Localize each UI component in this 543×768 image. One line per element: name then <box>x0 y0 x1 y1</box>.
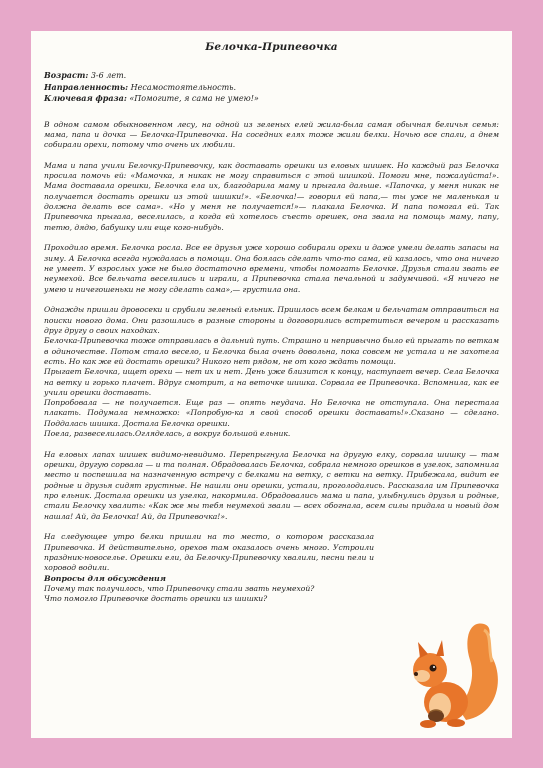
story-paragraph-1: В одном самом обыкновенном лесу, на одной из зеленых елей жила-была самая обычная беличья семья: мама, папа и дочка — Белочка-Припевочка. На соседних елях тоже жили белки. Ночью все спали, а днем собирали орехи, потому что очень их любили. <box>44 119 499 150</box>
meta-age-value: 3-6 лет. <box>88 71 127 80</box>
meta-age-label: Возраст: <box>44 70 89 80</box>
meta-direction-value: Несамостоятельность. <box>128 82 237 92</box>
story-paragraph-5: На еловых лапах шишек видимо-невидимо. Перепрыгнула Белочка на другую елку, сорвала шишку — там орешки, другую сорвала — и та полная. Обрадовалась Белочка, собрала немного орешков в узелок, запомнила место и поспешила на назначенную встречу с белками на ветку, с ветки на ветку. Прибежала, видит ее родные и друзья сидят грустные. Не нашли они орешки, устали, проголодались. Рассказала им Припевочка про ельник. Достала орешки из узелка, накормила. Обрадовались мама и папа, улыбнулись друзья и родные, стали Белочку хвалить: «Как же мы тебя неумехой звали — всех обогнала, всем силы придала и новый дом нашла! Ай, да Белочка! Ай, да Припевочка!». <box>44 449 499 521</box>
question-item-1: Почему так получилось, что Припевочку стали звать неумехой? <box>44 583 315 593</box>
questions-title: Вопросы для обсуждения <box>44 573 166 583</box>
meta-phrase-value: «Помогите, я сама не умею!» <box>126 94 259 103</box>
meta-phrase-label: Ключевая фраза: <box>44 93 127 103</box>
story-paragraph-final: На следующее утро белки пришли на то место, о котором рассказала Припевочка. И действительно, орехов там оказалось очень много. Устроили праздник-новоселье. Орешки ели, да Белочку-Припевочку хвалили, песни пели и хоровод водили. <box>44 532 374 573</box>
question-item-2: Что помогло Припевочке достать орешки из шишки? <box>44 594 268 604</box>
meta-direction-label: Направленность: <box>44 81 129 92</box>
meta-block <box>44 70 499 105</box>
meta-phrase <box>44 93 499 105</box>
story-paragraph-4: Однажды пришли дровосеки и срубили зеленый ельник. Пришлось всем белкам и бельчатам отправиться на поиски нового дома. Они разошлись в разные стороны и договорились встретиться вечером и рассказать друг другу о своих находках. Белочка-Припевочка тоже отправилась в дальний путь. Страшно и непривычно было ей прыгать по веткам в одиночестве. Потом стало весело, и Белочка была очень довольна, пока совсем не устала и не захотела есть. Но как же ей достать орешки? Никого нет рядом, не от кого ждать помощи. Прыгает Белочка, ищет орехи — нет их и нет. День уже близится к концу, наступает вечер. Села Белочка на ветку и горько плачет. Вдруг смотрит, а на веточке шишка. Сорвала ее Припевочка. Вспомнила, как ее учили орешки доставать. Попробовала — не получается. Еще раз — опять неудача. Но Белочка не отступала. Она перестала плакать. Подумала немножко: «Попробую-ка я свой способ орешки доставать!».Сказано — сделано. Поддалась шишка. Достала Белочка орешки. Поела, развеселилась.Огляделась, а вокруг большой ельник. <box>44 305 499 439</box>
final-block <box>44 532 374 604</box>
meta-direction <box>44 82 499 94</box>
story-paragraph-3: Проходило время. Белочка росла. Все ее друзья уже хорошо собирали орехи и даже умели делать запасы на зиму. А Белочка всегда нуждалась в помощи. Она боялась сделать что-то сама, ей казалось, что она ничего не умеет. У взрослых уже не было достаточно времени, чтобы помогать Белочке. Друзья стали звать ее неумехой. Все бельчата веселились и играли, а Припевочка стала печальной и задумчивой. «Я ничего не умею и ничегошеньки не могу сделать сама»,— грустила она. <box>44 243 499 294</box>
squirrel-illustration <box>396 620 506 730</box>
page-title: Белочка-Припевочка <box>205 41 338 53</box>
document-sheet <box>31 31 512 738</box>
meta-age <box>44 70 499 82</box>
story-paragraph-2: Мама и папа учили Белочку-Припевочку, как доставать орешки из еловых шишек. Но каждый раз Белочка просила помочь ей: «Мамочка, я никак не могу справиться с этой шишкой. Помоги мне, пожалуйста!». Мама доставала орешки, Белочка ела их, благодарила маму и прыгала дальше. «Папочка, у меня никак не получается достать орешки из этой шишки!». «Белочка!— говорил ей папа,— ты уже не маленькая и должна делать все сама». «Но у меня не получается!»— плакала Белочка. И папа помогал ей. Так Припевочка прыгала, веселилась, а когда ей хотелось съесть орешек, она звала на помощь маму, папу, тетю, дядю, бабушку или еще кого-нибудь. <box>44 160 499 232</box>
